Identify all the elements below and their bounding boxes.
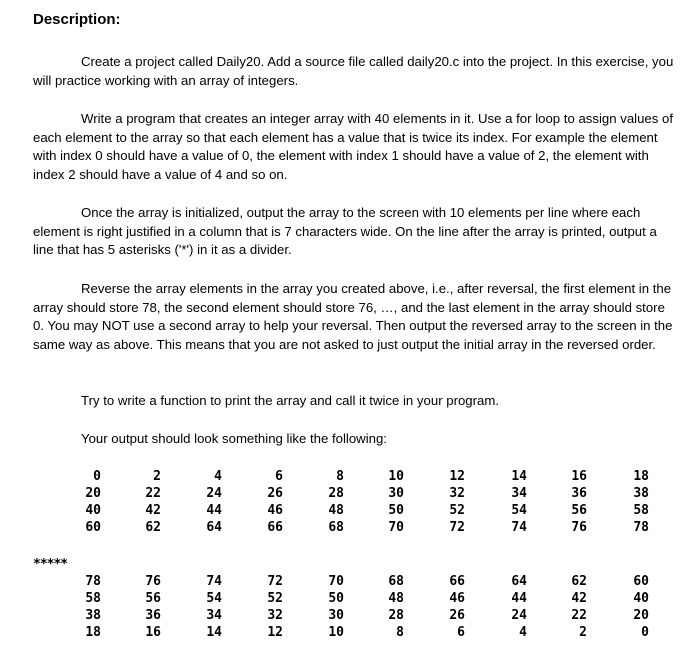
output-cell: 20 (633, 608, 649, 623)
output-cell: 12 (449, 469, 465, 484)
paragraph-output-format (33, 204, 678, 260)
output-cell: 74 (511, 520, 527, 535)
output-cell: 56 (145, 591, 161, 606)
output-cell: 32 (267, 608, 283, 623)
output-cell: 72 (449, 520, 465, 535)
output-cell: 52 (449, 503, 465, 518)
output-cell: 32 (449, 486, 465, 501)
output-cell: 0 (641, 625, 649, 640)
output-cell: 42 (571, 591, 587, 606)
output-cell: 66 (449, 574, 465, 589)
output-cell: 50 (388, 503, 404, 518)
output-cell: 60 (633, 574, 649, 589)
output-cell: 28 (328, 486, 344, 501)
output-cell: 52 (267, 591, 283, 606)
output-cell: 58 (85, 591, 101, 606)
paragraph-array-creation (33, 110, 678, 184)
output-cell: 30 (328, 608, 344, 623)
output-cell: 64 (206, 520, 222, 535)
output-cell: 72 (267, 574, 283, 589)
output-cell: 76 (571, 520, 587, 535)
output-cell: 62 (571, 574, 587, 589)
output-cell: 36 (571, 486, 587, 501)
output-cell: 10 (388, 469, 404, 484)
output-cell: 16 (571, 469, 587, 484)
output-cell: 42 (145, 503, 161, 518)
output-cell: 4 (214, 469, 222, 484)
output-cell: 26 (449, 608, 465, 623)
output-cell: 8 (336, 469, 344, 484)
output-cell: 48 (388, 591, 404, 606)
output-cell: 24 (511, 608, 527, 623)
output-cell: 44 (206, 503, 222, 518)
output-cell: 28 (388, 608, 404, 623)
output-cell: 74 (206, 574, 222, 589)
paragraph-text: Write a program that creates an integer array with 40 elements in it. Use a for loop to assign values of each element to the array so that each element has a value that is twice its index. For example the element with index 0 should have a value of 0, the element with index 1 should have a value of 2, the element with index 2 should have a value of 4 and so on. (33, 111, 674, 182)
paragraph-text: Once the array is initialized, output the array to the screen with 10 elements per line where each element is right justified in a column that is 7 characters wide. On the line after the array is printed, output a line that has 5 asterisks ('*') in it as a divider. (33, 205, 657, 257)
output-cell: 76 (145, 574, 161, 589)
output-cell: 62 (145, 520, 161, 535)
output-cell: 40 (85, 503, 101, 518)
output-cell: 54 (511, 503, 527, 518)
output-cell: 46 (449, 591, 465, 606)
output-cell: 4 (519, 625, 527, 640)
output-cell: 68 (328, 520, 344, 535)
output-cell: 44 (511, 591, 527, 606)
instruction-output: Your output should look something like the following: (81, 431, 387, 446)
output-cell: 64 (511, 574, 527, 589)
output-cell: 22 (145, 486, 161, 501)
output-cell: 38 (85, 608, 101, 623)
output-cell: 18 (633, 469, 649, 484)
paragraph-project-setup (33, 53, 678, 90)
output-cell: 10 (328, 625, 344, 640)
output-cell: 22 (571, 608, 587, 623)
output-cell: 40 (633, 591, 649, 606)
output-cell: 48 (328, 503, 344, 518)
output-cell: 2 (579, 625, 587, 640)
paragraph-text: Create a project called Daily20. Add a source file called daily20.c into the project. In this exercise, you will practice working with an array of integers. (33, 54, 674, 88)
output-cell: 60 (85, 520, 101, 535)
instruction-function: Try to write a function to print the array and call it twice in your program. (81, 393, 500, 408)
output-cell: 26 (267, 486, 283, 501)
output-cell: 14 (511, 469, 527, 484)
output-cell: 0 (93, 469, 101, 484)
output-cell: 24 (206, 486, 222, 501)
paragraph-text: Reverse the array elements in the array you created above, i.e., after reversal, the first element in the array should store 78, the second element should store 76, …, and the last element in the array should store 0. You may NOT use a second array to help your reversal. Then output the reversed array to the screen in the same way as above. This means that you are not asked to just output the initial array in the reversed order. (33, 281, 673, 352)
paragraph-reverse-array (33, 280, 678, 354)
output-cell: 8 (396, 625, 404, 640)
output-cell: 70 (328, 574, 344, 589)
output-cell: 70 (388, 520, 404, 535)
output-cell: 36 (145, 608, 161, 623)
output-cell: 78 (633, 520, 649, 535)
output-cell: 6 (275, 469, 283, 484)
output-cell: 34 (511, 486, 527, 501)
output-cell: 38 (633, 486, 649, 501)
output-cell: 2 (153, 469, 161, 484)
output-cell: 6 (457, 625, 465, 640)
output-cell: 16 (145, 625, 161, 640)
output-cell: 58 (633, 503, 649, 518)
asterisk-divider: ***** (33, 557, 68, 572)
output-cell: 30 (388, 486, 404, 501)
output-cell: 46 (267, 503, 283, 518)
output-cell: 56 (571, 503, 587, 518)
output-cell: 50 (328, 591, 344, 606)
output-cell: 34 (206, 608, 222, 623)
output-cell: 14 (206, 625, 222, 640)
description-heading: Description: (33, 11, 121, 28)
output-cell: 18 (85, 625, 101, 640)
output-cell: 54 (206, 591, 222, 606)
output-cell: 20 (85, 486, 101, 501)
output-cell: 78 (85, 574, 101, 589)
output-cell: 12 (267, 625, 283, 640)
output-cell: 68 (388, 574, 404, 589)
output-cell: 66 (267, 520, 283, 535)
